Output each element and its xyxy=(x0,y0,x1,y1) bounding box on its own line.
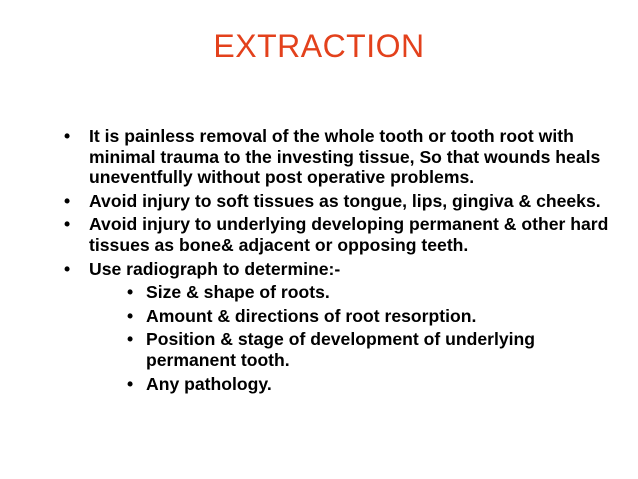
bullet-marker: • xyxy=(64,190,71,211)
sub-bullet-marker: • xyxy=(127,305,134,326)
bullet-item-definition xyxy=(64,126,624,188)
sub-bullet-item-pathology xyxy=(127,374,624,395)
bullet-item-soft-tissue xyxy=(64,191,624,212)
bullet-text: It is painless removal of the whole tooth or tooth root with minimal trauma to the investing tissue, So that wounds heals uneventfully without post operative problems. xyxy=(89,126,601,188)
sub-bullet-item-roots xyxy=(127,282,624,303)
bullet-marker: • xyxy=(64,126,71,146)
sub-bullet-marker: • xyxy=(127,282,134,303)
bullet-list xyxy=(64,126,624,394)
sub-bullet-item-resorption xyxy=(127,306,624,327)
sub-bullet-marker: • xyxy=(127,373,134,394)
bullet-marker: • xyxy=(64,214,71,235)
sub-bullet-marker: • xyxy=(127,329,134,350)
bullet-marker: • xyxy=(64,258,71,279)
sub-bullet-text: Size & shape of roots. xyxy=(146,282,330,303)
bullet-text: Avoid injury to underlying developing permanent & other hard tissues as bone& adjacent or opposing teeth. xyxy=(89,214,609,255)
bullet-text: Avoid injury to soft tissues as tongue, lips, gingiva & cheeks. xyxy=(89,190,601,211)
sub-bullet-list xyxy=(89,282,624,394)
sub-bullet-text: Amount & directions of root resorption. xyxy=(146,305,477,326)
sub-bullet-text: Position & stage of development of underlying permanent tooth. xyxy=(146,329,536,370)
slide-body xyxy=(64,126,624,397)
slide-title: EXTRACTION xyxy=(213,28,425,64)
sub-bullet-item-development xyxy=(127,329,624,370)
bullet-item-hard-tissue xyxy=(64,214,624,255)
sub-bullet-text: Any pathology. xyxy=(146,373,272,394)
bullet-item-radiograph xyxy=(64,259,624,395)
bullet-text: Use radiograph to determine:- xyxy=(89,258,341,279)
